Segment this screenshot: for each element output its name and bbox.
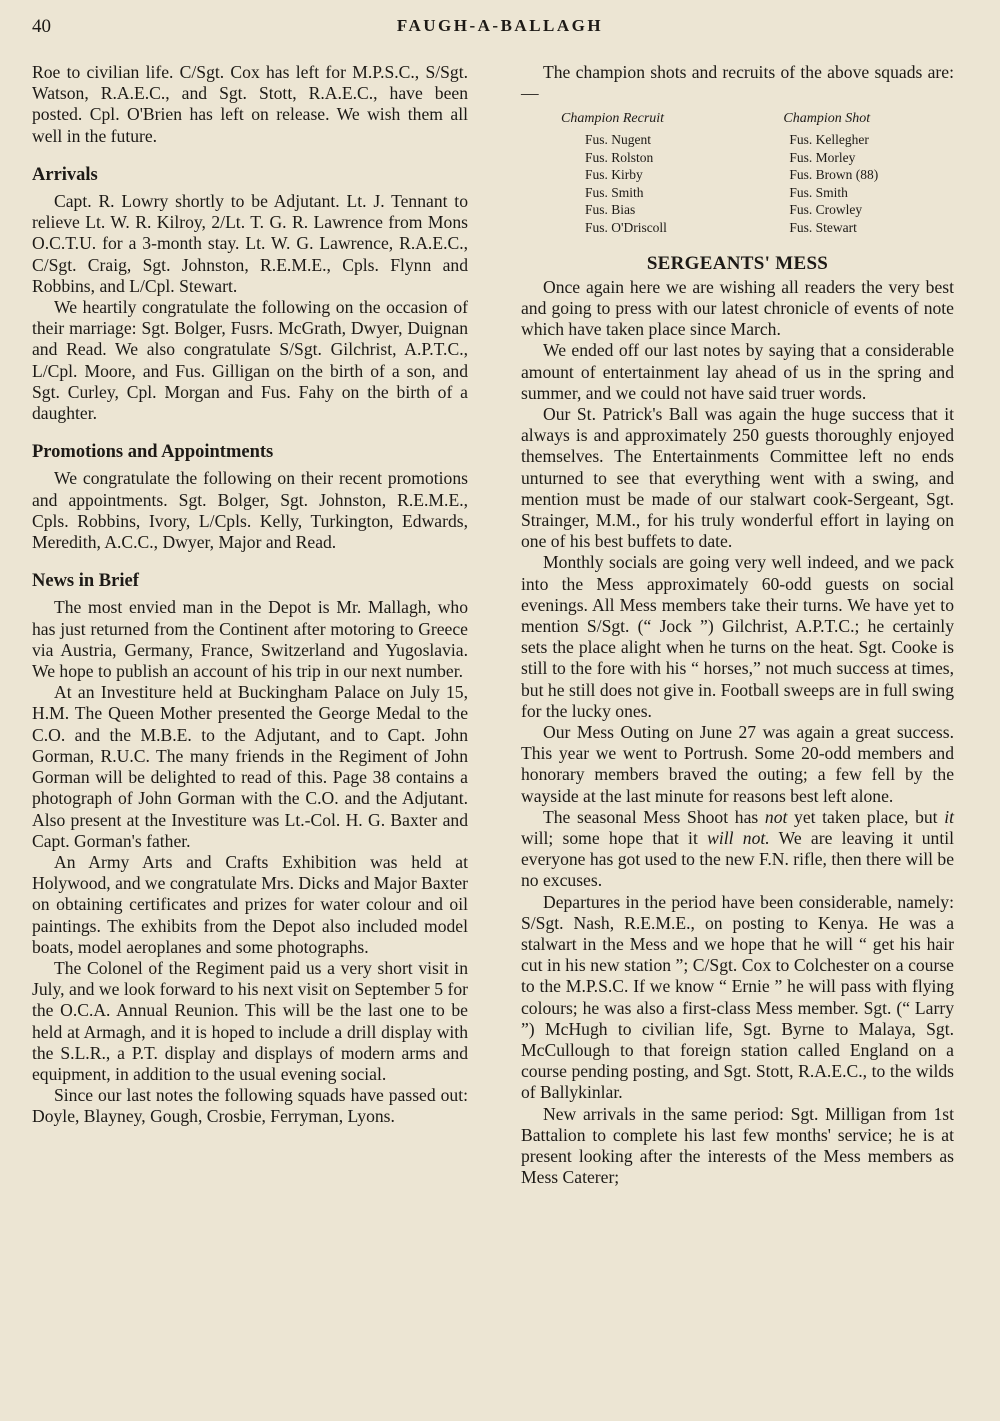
- recruit-cell: Fus. Smith: [585, 184, 644, 200]
- mess-shoot-paragraph: [521, 807, 954, 892]
- sergeants-mess-heading: SERGEANTS' MESS: [646, 252, 829, 274]
- champion-table: [521, 110, 954, 236]
- shot-cell: Fus. Smith: [789, 184, 848, 200]
- shot-cell: Fus. Stewart: [789, 219, 857, 235]
- news-paragraph: Since our last notes the following squads have passed out: Doyle, Blayney, Gough, Crosbie, Ferryman, Lyons.: [32, 1085, 468, 1127]
- intro-paragraph: Roe to civilian life. C/Sgt. Cox has left for M.P.S.C., S/Sgt. Watson, R.A.E.C., and Sgt. Stott, R.A.E.C., have been posted. Cpl. O'Brien has left on release. We wish them all well in the future.: [32, 62, 468, 146]
- arrivals-heading: Arrivals: [32, 164, 98, 185]
- news-paragraph: The most envied man in the Depot is Mr. Mallagh, who has just returned from the Continent after motoring to Greece via Austria, Germany, France, Switzerland and Yugoslavia. We hope to publish an account of his trip in our next number.: [32, 597, 468, 682]
- table-row: [521, 131, 954, 149]
- arrivals-paragraph: Capt. R. Lowry shortly to be Adjutant. Lt. J. Tennant to relieve Lt. W. R. Kilroy, 2/Lt. T. G. R. Lawrence from Mons O.C.T.U. for a 3-month stay. Lt. W. G. Lawrence, R.A.E.C., C/Sgt. Craig, Sgt. Johnston, R.E.M.E., Cpls. Flynn and Robbins, and L/Cpl. Stewart.: [32, 191, 468, 296]
- table-row: [521, 166, 954, 184]
- champion-recruit-header: Champion Recruit: [561, 111, 665, 127]
- shot-cell: Fus. Brown (88): [789, 167, 879, 183]
- emphasis: will not.: [707, 828, 770, 849]
- mess-paragraph: Once again here we are wishing all readers the very best and going to press with our latest chronicle of events of note which have taken place since March.: [521, 276, 954, 340]
- recruit-cell: Fus. O'Driscoll: [585, 219, 667, 235]
- recruit-cell: Fus. Rolston: [585, 149, 654, 165]
- table-row: [521, 149, 954, 167]
- text-run: The seasonal Mess Shoot has: [543, 806, 765, 827]
- table-row: [521, 184, 954, 202]
- table-row: [521, 201, 954, 219]
- mess-paragraph: Monthly socials are going very well indeed, and we pack into the Mess approximately 60-odd guests on social evenings. All Mess members take their turns. We have yet to mention S/Sgt. (“ Jock ”) Gilchrist, A.P.T.C.; he certainly sets the place alight when he turns on the heat. Sgt. Cooke is still to the fore with his “ horses,” not much success at times, but he still does not give in. Football sweeps are in full swing for the lucky ones.: [521, 552, 954, 721]
- running-head: FAUGH-A-BALLAGH: [396, 16, 604, 35]
- right-column: [521, 62, 954, 1189]
- news-heading: News in Brief: [32, 571, 139, 592]
- table-row: [521, 219, 954, 237]
- emphasis: not: [764, 806, 788, 827]
- shot-cell: Fus. Kellegher: [789, 132, 869, 147]
- champion-shot-header: Champion Shot: [783, 111, 871, 127]
- text-run: will; some hope that it: [521, 828, 708, 849]
- emphasis: it: [944, 806, 954, 827]
- news-paragraph: An Army Arts and Crafts Exhibition was held at Holywood, and we congratulate Mrs. Dicks and Major Baxter on obtaining certificates and prizes for water colour and oil paintings. The exhibits from the Depot also included model boats, model aeroplanes and some photographs.: [32, 851, 468, 957]
- recruit-cell: Fus. Bias: [585, 202, 636, 218]
- mess-paragraph: We ended off our last notes by saying that a considerable amount of entertainment lay ahead of us in the spring and summer, and we could not have said truer words.: [521, 340, 954, 403]
- mess-paragraph: Departures in the period have been considerable, namely: S/Sgt. Nash, R.E.M.E., on posting to Kenya. He was a stalwart in the Mess and we hope that he will “ get his hair cut in his new station ”; C/Sgt. Cox to Colchester on a course to the M.P.S.C. If we know “ Ernie ” he will pass with flying colours; he was also a first-class Mess member. Sgt. (“ Larry ”) McHugh to civilian life, Sgt. Byrne to Malaya, Sgt. McCullough to that foreign station called England on a course pending posting, and Sgt. Stott, R.A.E.C., to the wilds of Ballykinlar.: [521, 891, 954, 1103]
- news-paragraph: The Colonel of the Regiment paid us a very short visit in July, and we look forward to his next visit on September 5 for the O.C.A. Annual Reunion. This will be the last one to be held at Armagh, and it is hoped to include a drill display with the S.L.R., a P.T. display and displays of modern arms and equipment, in addition to the usual evening social.: [32, 957, 468, 1084]
- text-run: We are leaving it until everyone has got used to the new F.N. rifle, then there will be no excuses.: [521, 828, 955, 891]
- shot-cell: Fus. Morley: [789, 149, 856, 165]
- recruit-cell: Fus. Kirby: [585, 167, 643, 183]
- mess-paragraph: New arrivals in the same period: Sgt. Milligan from 1st Battalion to complete his last few months' service; he is at present looking after the interests of the Mess members as Mess Caterer;: [521, 1103, 954, 1188]
- mess-paragraph: Our St. Patrick's Ball was again the huge success that it always is and approximately 250 guests thoroughly enjoyed themselves. The Entertainments Committee left no ends unturned to see that everything went with a swing, and mention must be made of our stalwart cook-Sergeant, Sgt. Strainger, M.M., for his truly wonderful effort in laying on one of his best buffets to date.: [521, 403, 954, 552]
- page-number: 40: [32, 16, 51, 37]
- mess-paragraph: Our Mess Outing on June 27 was again a great success. This year we went to Portrush. Some 20-odd members and honorary members braved the outing; a few fell by the wayside at the last minute for reasons best left alone.: [521, 722, 954, 806]
- recruit-cell: Fus. Nugent: [585, 132, 652, 147]
- news-paragraph: At an Investiture held at Buckingham Palace on July 15, H.M. The Queen Mother presented the George Medal to the C.O. and the M.B.E. to the Adjutant, and to Capt. John Gorman, R.U.C. The many friends in the Regiment of John Gorman will be delighted to read of this. Page 38 contains a photograph of John Gorman with the C.O. and the Adjutant. Also present at the Investiture was Lt.-Col. H. G. Baxter and Capt. Gorman's father.: [32, 682, 468, 851]
- left-column: [32, 62, 468, 1128]
- promotions-paragraph: We congratulate the following on their recent promotions and appointments. Sgt. Bolger, Sgt. Johnston, R.E.M.E., Cpls. Robbins, Ivory, L/Cpls. Kelly, Turkington, Edwards, Meredith, A.C.C., Dwyer, Major and Read.: [32, 468, 468, 553]
- text-run: yet taken place, but: [787, 806, 945, 827]
- shot-cell: Fus. Crowley: [789, 202, 863, 218]
- shots-intro: The champion shots and recruits of the above squads are: —: [521, 62, 954, 104]
- promotions-heading: Promotions and Appointments: [32, 442, 274, 463]
- marriage-paragraph: We heartily congratulate the following on the occasion of their marriage: Sgt. Bolger, Fusrs. McGrath, Dwyer, Duignan and Read. We also congratulate S/Sgt. Gilchrist, A.P.T.C., L/Cpl. Moore, and Fus. Gilligan on the birth of a son, and Sgt. Curley, Cpl. Morgan and Fus. Fahy on the birth of a daughter.: [32, 297, 468, 424]
